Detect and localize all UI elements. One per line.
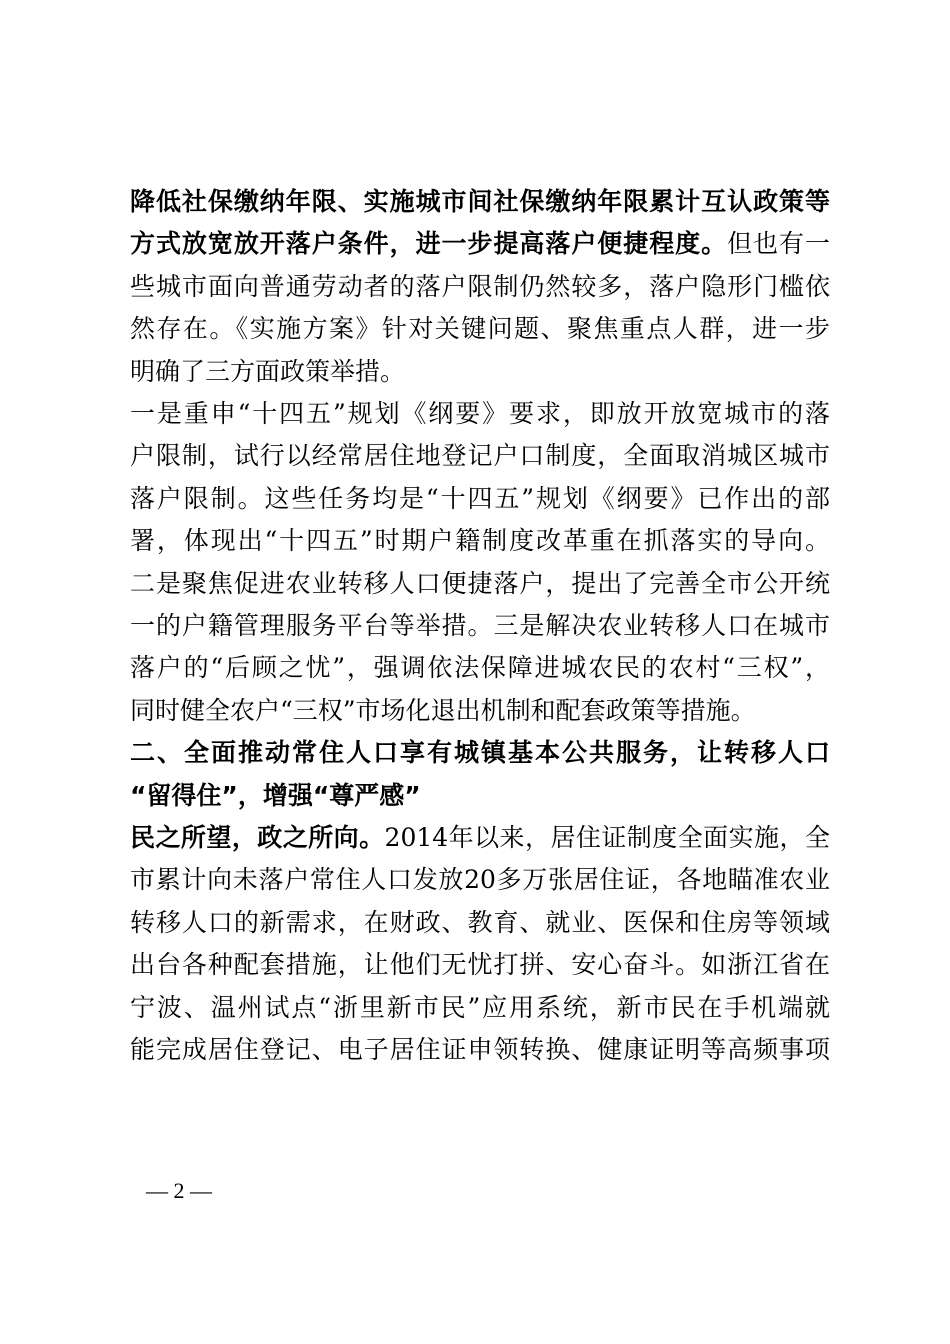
text-line	[130, 731, 830, 775]
text-line	[130, 477, 830, 521]
text-line	[130, 604, 830, 648]
text-segment: 一的户籍管理服务平台等举措。三是解决农业转移人口在城市	[130, 611, 830, 640]
text-segment: 落户的“后顾之忧”，强调依法保障进城农民的农村“三权”，	[130, 653, 830, 682]
text-line	[130, 180, 830, 224]
text-segment: 2014年以来，居住证制度全面实施，全	[384, 823, 830, 852]
text-segment: 能完成居住登记、电子居住证申领转换、健康证明等高频事项	[130, 1035, 830, 1064]
text-segment: 二是聚焦促进农业转移人口便捷落户，提出了完善全市公开统	[130, 569, 830, 598]
bold-text-segment: 方式放宽放开落户条件，进一步提高落户便捷程度。	[130, 229, 728, 258]
bold-text-segment: 降低社保缴纳年限、实施城市间社保缴纳年限累计互认政策等	[130, 187, 830, 216]
text-segment: 同时健全农户“三权”市场化退出机制和配套政策等措施。	[130, 696, 756, 725]
text-segment: 一是重申“十四五”规划《纲要》要求，即放开放宽城市的落	[130, 399, 830, 428]
text-line	[130, 858, 830, 902]
text-segment: 落户限制。这些任务均是“十四五”规划《纲要》已作出的部	[130, 484, 830, 513]
text-segment: 户限制，试行以经常居住地登记户口制度，全面取消城区城市	[130, 441, 830, 470]
bold-text-segment: 二、全面推动常住人口享有城镇基本公共服务，让转移人口	[130, 738, 830, 767]
bold-text-segment: 民之所望，政之所向。	[130, 823, 385, 852]
text-segment: 些城市面向普通劳动者的落户限制仍然较多，落户隐形门槛依	[130, 272, 830, 301]
text-segment: 市累计向未落户常住人口发放20多万张居住证，各地瞄准农业	[130, 865, 830, 894]
bold-text-segment: “留得住”，增强“尊严感”	[130, 781, 421, 810]
text-line	[130, 943, 830, 987]
text-line	[130, 986, 830, 1030]
text-segment: 宁波、温州试点“浙里新市民”应用系统，新市民在手机端就	[130, 993, 830, 1022]
text-segment: 转移人口的新需求，在财政、教育、就业、医保和住房等领域	[130, 908, 830, 937]
text-line	[130, 307, 830, 351]
text-line	[130, 434, 830, 478]
text-line	[130, 519, 830, 563]
text-line	[130, 392, 830, 436]
text-line	[130, 562, 830, 606]
text-line	[130, 774, 830, 818]
text-line	[130, 646, 830, 690]
text-line	[130, 222, 830, 266]
text-segment: 明确了三方面政策举措。	[130, 357, 406, 386]
text-line	[130, 1028, 830, 1072]
text-segment: 署，体现出“十四五”时期户籍制度改革重在抓落实的导向。	[130, 526, 830, 555]
text-line	[130, 901, 830, 945]
text-line	[130, 689, 830, 733]
text-segment: 出台各种配套措施，让他们无忧打拼、安心奋斗。如浙江省在	[130, 950, 830, 979]
text-line	[130, 816, 830, 860]
text-segment: 但也有一	[727, 229, 830, 258]
page-number: — 2 —	[146, 1178, 212, 1203]
text-line	[130, 350, 830, 394]
text-line	[130, 265, 830, 309]
text-segment: 然存在。《实施方案》针对关键问题、聚焦重点人群，进一步	[130, 314, 830, 343]
